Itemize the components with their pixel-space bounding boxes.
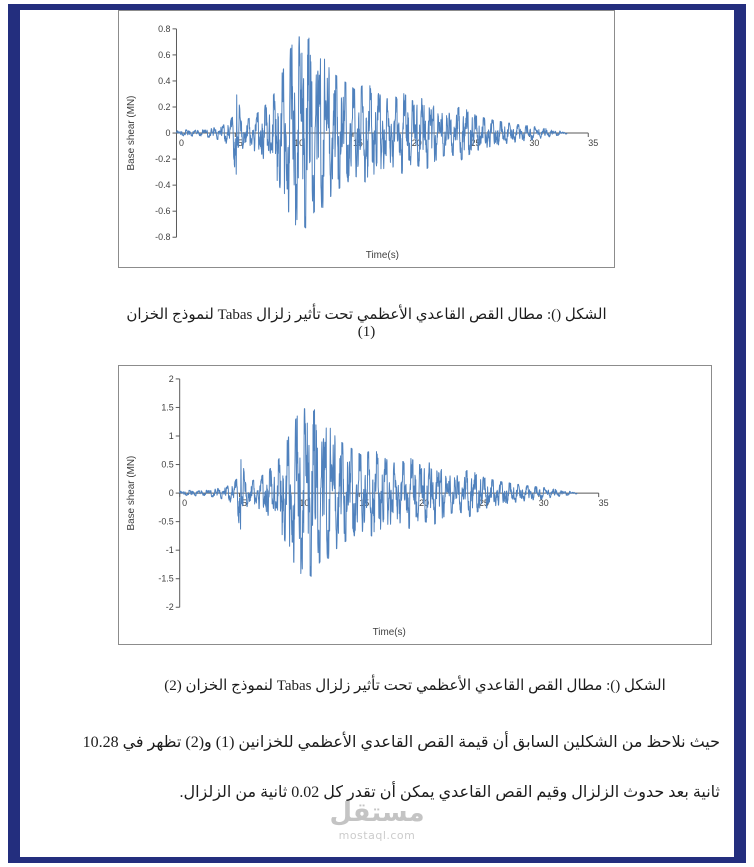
watermark bbox=[0, 798, 754, 842]
svg-text:-2: -2 bbox=[165, 602, 174, 613]
svg-text:0: 0 bbox=[178, 137, 184, 148]
svg-text:5: 5 bbox=[242, 497, 247, 508]
svg-text:-0.4: -0.4 bbox=[155, 180, 171, 191]
svg-text:1: 1 bbox=[168, 430, 174, 441]
svg-text:-1: -1 bbox=[165, 545, 174, 556]
svg-text:2: 2 bbox=[168, 373, 174, 384]
svg-text:35: 35 bbox=[588, 137, 599, 148]
svg-text:-0.5: -0.5 bbox=[158, 516, 174, 527]
svg-text:10: 10 bbox=[294, 137, 305, 148]
svg-text:30: 30 bbox=[538, 497, 549, 508]
svg-text:0.5: 0.5 bbox=[161, 459, 174, 470]
svg-text:Time(s): Time(s) bbox=[365, 250, 399, 262]
svg-text:0.2: 0.2 bbox=[158, 101, 171, 112]
svg-text:15: 15 bbox=[352, 137, 363, 148]
watermark-site-url: mostaql.com bbox=[338, 829, 416, 842]
svg-text:10: 10 bbox=[299, 497, 310, 508]
svg-text:5: 5 bbox=[237, 137, 243, 148]
svg-text:Base shear (MN): Base shear (MN) bbox=[125, 95, 137, 171]
svg-text:25: 25 bbox=[470, 137, 481, 148]
svg-text:0: 0 bbox=[182, 497, 188, 508]
base-shear-chart-1 bbox=[119, 11, 614, 267]
body-paragraph-line-1: حيث نلاحظ من الشكلين السابق أن قيمة القص القاعدي الأعظمي للخزانين (1) و(2) تظهر في 10.28 bbox=[82, 734, 720, 751]
svg-text:20: 20 bbox=[411, 137, 422, 148]
svg-text:-0.2: -0.2 bbox=[155, 154, 171, 165]
svg-text:0.8: 0.8 bbox=[158, 23, 171, 34]
figure-2 bbox=[118, 365, 712, 645]
svg-text:15: 15 bbox=[359, 497, 370, 508]
figure-1 bbox=[118, 10, 615, 268]
svg-text:Base shear (MN): Base shear (MN) bbox=[126, 455, 138, 531]
svg-text:0: 0 bbox=[165, 128, 171, 139]
svg-text:Time(s): Time(s) bbox=[372, 627, 406, 639]
svg-text:0: 0 bbox=[168, 488, 174, 499]
svg-text:30: 30 bbox=[529, 137, 540, 148]
base-shear-chart-2 bbox=[119, 366, 711, 644]
watermark-logo: مستقل bbox=[329, 798, 425, 828]
svg-text:20: 20 bbox=[419, 497, 430, 508]
svg-text:-1.5: -1.5 bbox=[158, 573, 174, 584]
svg-text:25: 25 bbox=[478, 497, 489, 508]
svg-text:-0.8: -0.8 bbox=[155, 232, 171, 243]
svg-text:-0.6: -0.6 bbox=[155, 206, 171, 217]
svg-text:1.5: 1.5 bbox=[161, 402, 174, 413]
figure-1-caption: الشكل (): مطال القص القاعدي الأعظمي تحت تأثير زلزال Tabas لنموذج الخزان (1) bbox=[126, 307, 607, 340]
body-paragraph-line-2: ثانية بعد حدوث الزلزال وقيم القص القاعدي يمكن أن تقدر كل 0.02 ثانية من الزلزال. bbox=[179, 784, 720, 801]
figure-2-caption: الشكل (): مطال القص القاعدي الأعظمي تحت تأثير زلزال Tabas لنموذج الخزان (2) bbox=[164, 678, 666, 694]
svg-text:0.6: 0.6 bbox=[158, 49, 171, 60]
svg-text:0.4: 0.4 bbox=[158, 75, 171, 86]
svg-text:35: 35 bbox=[598, 497, 609, 508]
